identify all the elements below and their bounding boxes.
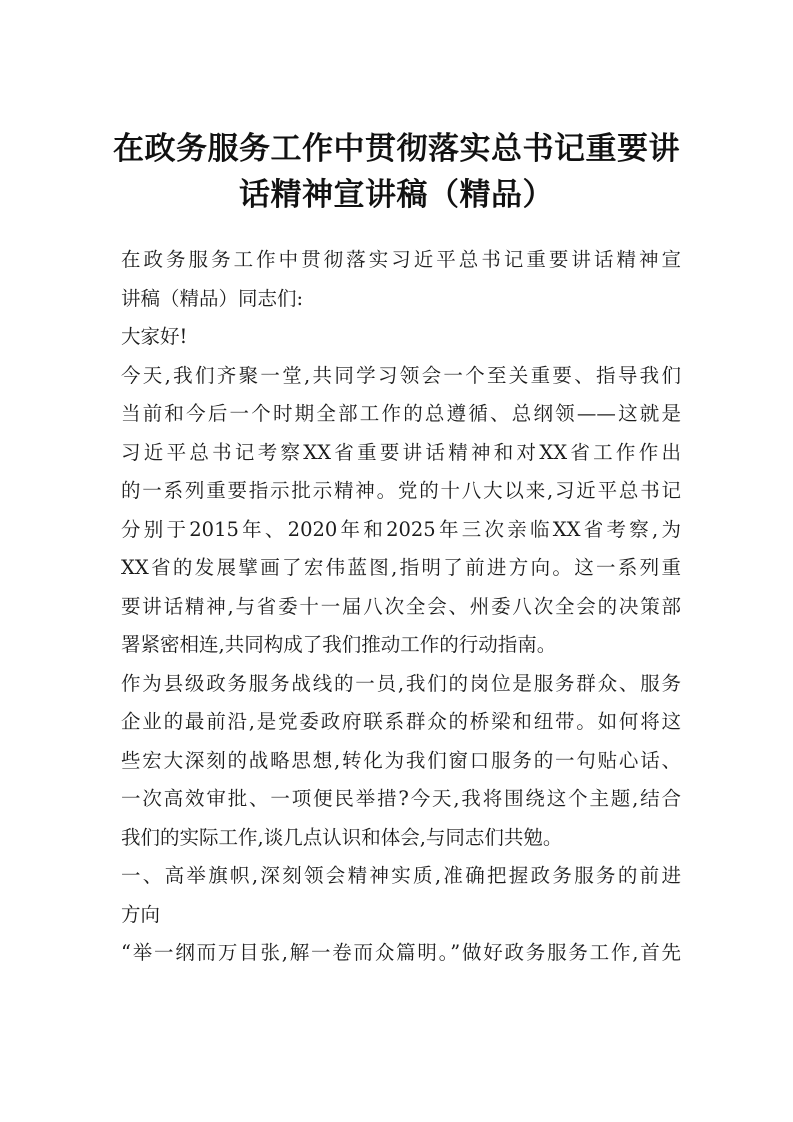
body-line: 作为县级政务服务战线的一员,我们的岗位是服务群众、服务 [121,671,681,695]
body-line: 当前和今后一个时期全部工作的总遵循、总纲领——这就是 [121,402,681,425]
document-body [121,241,681,973]
body-line: 署紧密相连,共同构成了我们推动工作的行动指南。 [121,633,557,656]
body-line: XX省的发展擘画了宏伟蓝图,指明了前进方向。这一系列重 [121,556,681,579]
body-line: 在政务服务工作中贯彻落实习近平总书记重要讲话精神宣 [121,248,681,271]
body-line: 讲稿（精品）同志们: [121,286,304,310]
body-line: 大家好! [121,325,188,348]
body-line: “举一纲而万目张,解一卷而众篇明。”做好政务服务工作,首先 [121,941,681,964]
document-title-line-2: 话精神宣讲稿（精品） [239,177,554,213]
body-line: 今天,我们齐聚一堂,共同学习领会一个至关重要、指导我们 [121,363,681,387]
document-title-line-1: 在政务服务工作中贯彻落实总书记重要讲 [113,131,680,167]
body-line: 的一系列重要指示批示精神。党的十八大以来,习近平总书记 [121,479,681,502]
body-line: 企业的最前沿,是党委政府联系群众的桥梁和纽带。如何将这 [121,710,681,733]
body-line: 一、高举旗帜,深刻领会精神实质,准确把握政务服务的前进 [121,864,681,887]
body-line: 方向 [121,902,161,926]
body-line: 我们的实际工作,谈几点认识和体会,与同志们共勉。 [121,825,563,849]
body-line: 分别于2015年、2020年和2025年三次亲临XX省考察,为 [121,517,681,541]
body-line: 些宏大深刻的战略思想,转化为我们窗口服务的一句贴心话、 [121,748,681,772]
body-line: 要讲话精神,与省委十一届八次全会、州委八次全会的决策部 [121,594,681,618]
body-line: 一次高效审批、一项便民举措?今天,我将围绕这个主题,结合 [121,787,681,810]
body-line: 习近平总书记考察XX省重要讲话精神和对XX省工作作出 [121,440,681,464]
